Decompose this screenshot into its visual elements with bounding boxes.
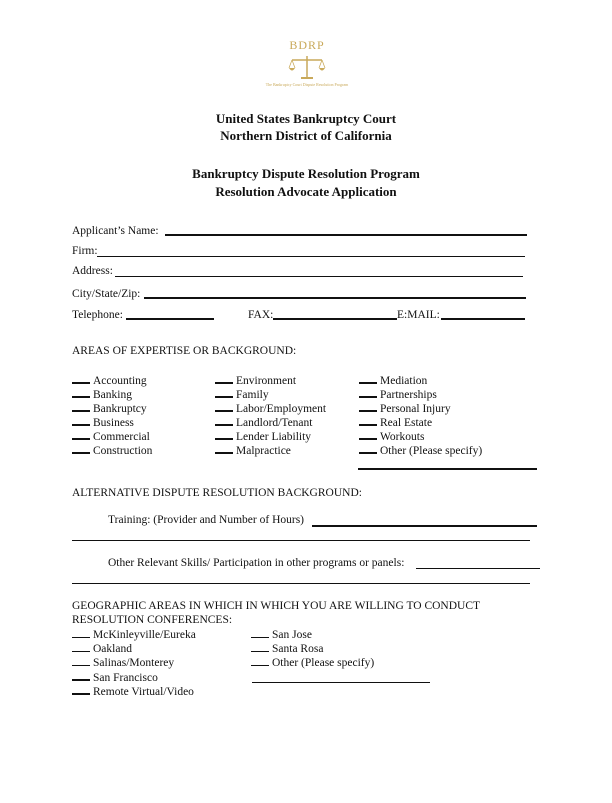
training-field-continued[interactable] bbox=[72, 540, 530, 541]
address-label: Address: bbox=[72, 265, 113, 277]
skills-field[interactable] bbox=[416, 568, 540, 569]
email-label: E:MAIL: bbox=[397, 309, 440, 321]
applicant-label: Applicant’s Name: bbox=[72, 225, 159, 237]
district-name: Northern District of California bbox=[220, 128, 392, 143]
geo-item[interactable]: Remote Virtual/Video bbox=[72, 684, 194, 698]
fax-label: FAX: bbox=[248, 309, 274, 321]
court-name: United States Bankruptcy Court bbox=[215, 111, 397, 126]
expertise-item[interactable]: Real Estate bbox=[359, 415, 432, 429]
firm-field[interactable] bbox=[97, 256, 525, 257]
expertise-item[interactable]: Personal Injury bbox=[359, 401, 451, 415]
skills-label: Other Relevant Skills/ Participation in other programs or panels: bbox=[108, 557, 405, 569]
form-title: Resolution Advocate Application bbox=[215, 184, 397, 199]
expertise-item[interactable]: Banking bbox=[72, 387, 132, 401]
geo-item[interactable]: Santa Rosa bbox=[251, 642, 323, 655]
telephone-field[interactable] bbox=[126, 318, 214, 320]
expertise-item[interactable]: Construction bbox=[72, 443, 152, 457]
geo-other-field[interactable] bbox=[252, 682, 430, 683]
applicant-name-field[interactable] bbox=[165, 234, 527, 236]
expertise-item[interactable]: Other (Please specify) bbox=[359, 443, 482, 457]
geo-item[interactable]: Salinas/Monterey bbox=[72, 656, 174, 669]
expertise-heading: AREAS OF EXPERTISE OR BACKGROUND: bbox=[72, 345, 297, 357]
logo-tagline: The Bankruptcy Court Dispute Resolution Program bbox=[265, 82, 349, 87]
training-field[interactable] bbox=[312, 525, 537, 527]
adr-heading: ALTERNATIVE DISPUTE RESOLUTION BACKGROUND: bbox=[72, 487, 362, 499]
geo-item[interactable]: Other (Please specify) bbox=[251, 656, 374, 669]
email-field[interactable] bbox=[441, 318, 525, 320]
expertise-item[interactable]: Landlord/Tenant bbox=[215, 415, 312, 429]
expertise-item[interactable]: Business bbox=[72, 415, 134, 429]
program-name: Bankruptcy Dispute Resolution Program bbox=[192, 166, 420, 181]
address-field[interactable] bbox=[115, 276, 523, 277]
expertise-item[interactable]: Lender Liability bbox=[215, 429, 311, 443]
city-state-zip-field[interactable] bbox=[144, 297, 526, 299]
logo-text: BDRP bbox=[289, 38, 325, 52]
expertise-item[interactable]: Family bbox=[215, 387, 269, 401]
expertise-item[interactable]: Workouts bbox=[359, 429, 424, 443]
scales-of-justice-icon bbox=[287, 54, 327, 80]
skills-field-continued[interactable] bbox=[72, 583, 530, 584]
fax-field[interactable] bbox=[273, 318, 397, 320]
expertise-other-field[interactable] bbox=[358, 468, 537, 470]
geo-item[interactable]: San Jose bbox=[251, 628, 312, 641]
expertise-item[interactable]: Partnerships bbox=[359, 387, 437, 401]
expertise-item[interactable]: Labor/Employment bbox=[215, 401, 326, 415]
geo-heading-line-2: RESOLUTION CONFERENCES: bbox=[72, 614, 233, 626]
firm-label: Firm: bbox=[72, 245, 98, 257]
geo-item[interactable]: San Francisco bbox=[72, 670, 158, 684]
logo bbox=[262, 38, 352, 100]
training-label: Training: (Provider and Number of Hours) bbox=[108, 514, 305, 526]
expertise-item[interactable]: Commercial bbox=[72, 429, 150, 443]
geo-item[interactable]: Oakland bbox=[72, 642, 132, 655]
telephone-label: Telephone: bbox=[72, 309, 123, 321]
geo-heading-line-1: GEOGRAPHIC AREAS IN WHICH IN WHICH YOU ARE WILLING TO CONDUCT bbox=[72, 600, 481, 612]
city-label: City/State/Zip: bbox=[72, 288, 141, 300]
expertise-item[interactable]: Bankruptcy bbox=[72, 401, 147, 415]
expertise-item[interactable]: Accounting bbox=[72, 373, 147, 387]
expertise-item[interactable]: Malpractice bbox=[215, 443, 291, 457]
geo-item[interactable]: McKinleyville/Eureka bbox=[72, 628, 196, 641]
expertise-item[interactable]: Environment bbox=[215, 373, 296, 387]
expertise-item[interactable]: Mediation bbox=[359, 373, 427, 387]
